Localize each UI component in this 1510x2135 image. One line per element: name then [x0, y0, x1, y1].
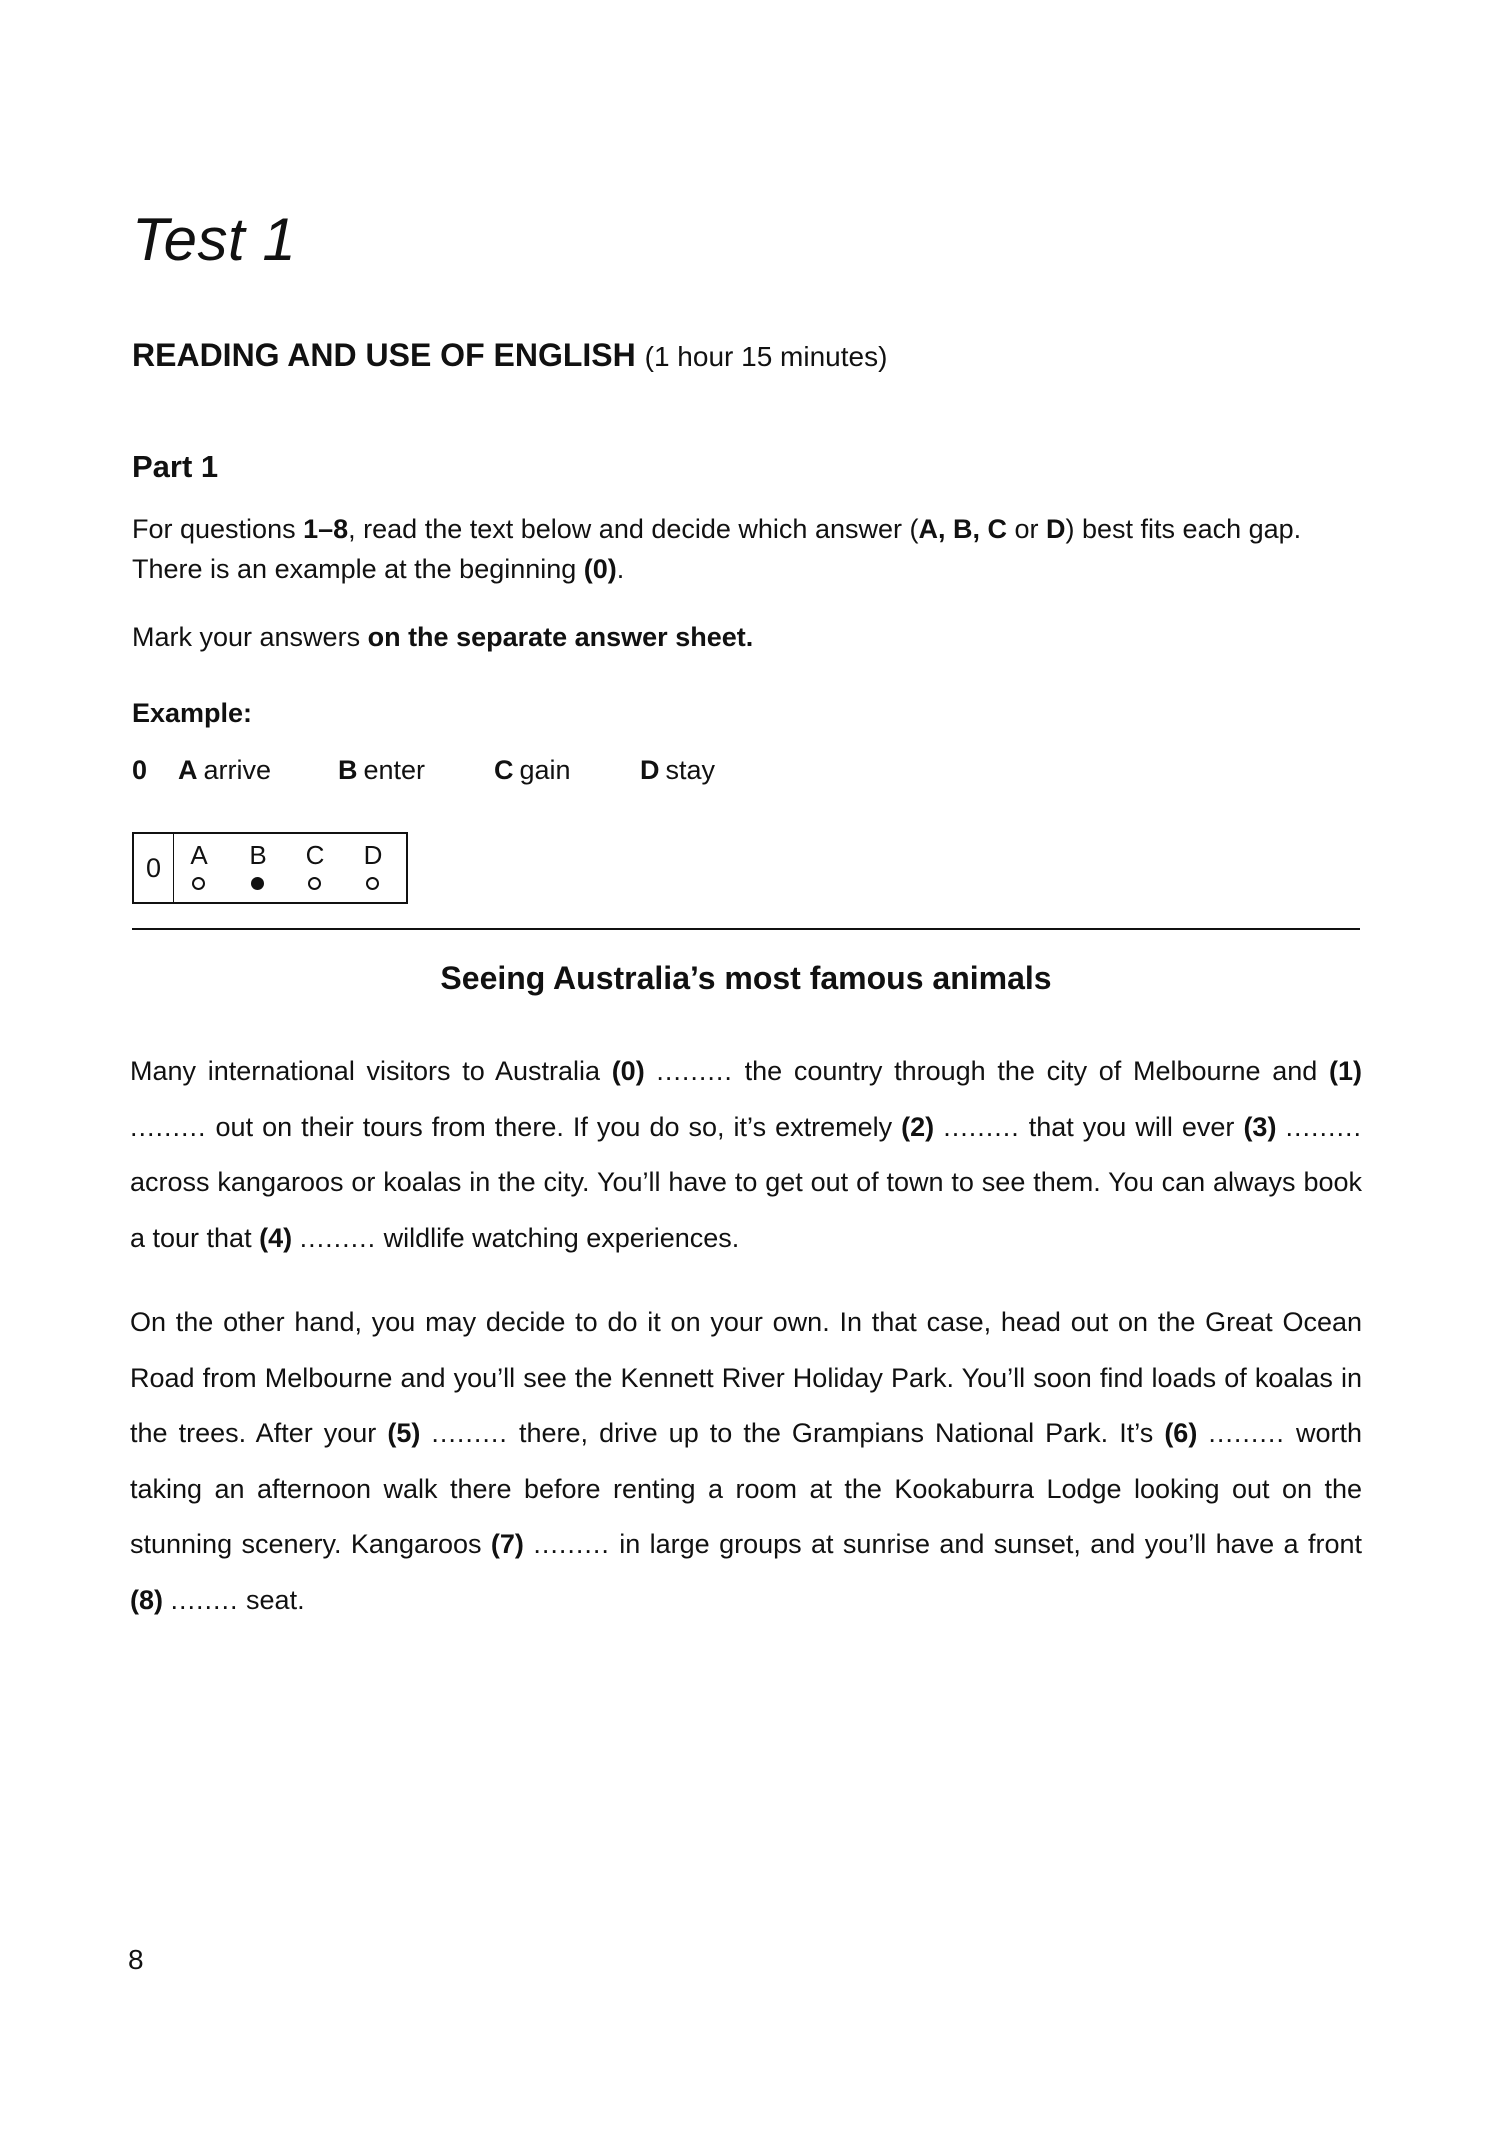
gap-dots: ......... [130, 1111, 207, 1142]
gap-dots: ......... [431, 1418, 508, 1448]
gap-number: (5) [387, 1418, 421, 1448]
text-title: Seeing Australia’s most famous animals [440, 960, 1052, 996]
gap-dots: ......... [943, 1111, 1020, 1142]
option-text: enter [363, 755, 426, 785]
gap-dots: ........ [170, 1584, 239, 1615]
example-number: 0 [132, 755, 148, 785]
option-letter: D [640, 755, 660, 785]
option-letter: A [178, 755, 198, 785]
text-segment: Many international visitors to Australia [130, 1056, 612, 1086]
text-segment: On the other hand, you may decide to do it on your own. In that case, head out on the Great Ocean Road from Melbourne and you’ll see the Kennett River Holiday Park. You’ll soon find loads of koalas in the trees. After your [130, 1307, 1362, 1448]
answer-box-letter-b: B [249, 840, 267, 870]
test-title: Test 1 [132, 206, 297, 273]
answer-box-number: 0 [134, 834, 174, 902]
answer-box-letter-d: D [363, 840, 383, 870]
gap-number: (6) [1164, 1418, 1198, 1448]
answer-box-letter-c: C [305, 840, 325, 870]
section-title: READING AND USE OF ENGLISH [132, 337, 636, 373]
example-option-a [178, 755, 271, 786]
divider-rule [132, 928, 1360, 930]
gap-dots: ......... [533, 1529, 610, 1559]
answer-bubble-a [192, 877, 205, 890]
instruction-text: ) best fits each gap. [1065, 514, 1302, 544]
instruction-text: . [616, 554, 625, 584]
instruction-text: For questions [132, 514, 304, 544]
gap-number: (3) [1243, 1111, 1277, 1142]
mark-text-bold: on the separate answer sheet. [367, 622, 754, 652]
text-segment: that you will ever [1019, 1111, 1244, 1142]
answer-bubble-c [308, 877, 321, 890]
example-option-b [338, 755, 425, 786]
instruction-text: There is an example at the beginning [132, 554, 584, 584]
gap-number: (2) [901, 1111, 935, 1142]
text-segment: there, drive up to the Grampians National Park. It’s [507, 1418, 1165, 1448]
example-label: Example: [132, 698, 253, 728]
instruction-text: , read the text below and decide which answer ( [348, 514, 919, 544]
gap-dots: ......... [656, 1056, 733, 1086]
instruction-text: or [1007, 514, 1047, 544]
gap-number: (7) [490, 1529, 524, 1559]
text-segment: seat. [238, 1584, 305, 1615]
part-title: Part 1 [132, 449, 219, 484]
text-segment: worth taking an afternoon walk there before renting a room at the Kookaburra Lodge looking out on the stunning scenery. Kangaroos [130, 1418, 1362, 1559]
option-letter: B [338, 755, 358, 785]
paragraph-2 [130, 1295, 1362, 1628]
section-duration: (1 hour 15 minutes) [644, 341, 888, 372]
answer-bubble-b [251, 877, 264, 890]
gap-number: (0) [611, 1056, 645, 1086]
answer-choice-d: D [1046, 514, 1066, 544]
mark-instruction [132, 622, 753, 653]
gap-dots: ......... [299, 1222, 377, 1253]
example-answer-box [132, 832, 408, 904]
mark-text: Mark your answers [132, 622, 368, 652]
option-text: stay [665, 755, 716, 785]
gap-number: (1) [1329, 1056, 1362, 1086]
example-option-d [640, 755, 715, 786]
text-segment: across kangaroos or koalas in the city. You’ll have to get out of town to see them. You can always book a tour that [130, 1167, 1362, 1253]
answer-bubble-d [366, 877, 379, 890]
gap-number: (4) [259, 1222, 293, 1253]
text-segment: wildlife watching experiences. [376, 1222, 740, 1253]
option-text: gain [519, 755, 571, 785]
section-heading [132, 337, 887, 374]
answer-box-letter-a: A [190, 840, 208, 870]
answer-choices: A, B, C [918, 514, 1007, 544]
text-segment: out on their tours from there. If you do so, it’s extremely [206, 1111, 902, 1142]
gap-dots: ......... [1208, 1418, 1285, 1448]
example-option-c [494, 755, 571, 786]
option-text: arrive [203, 755, 272, 785]
text-segment: the country through the city of Melbourne and [732, 1056, 1329, 1086]
text-segment: in large groups at sunrise and sunset, and you’ll have a front [609, 1529, 1362, 1559]
gap-number: (8) [130, 1584, 163, 1615]
instructions [132, 509, 1377, 589]
example-ref: (0) [583, 554, 617, 584]
option-letter: C [494, 755, 514, 785]
question-range: 1–8 [303, 514, 349, 544]
page-number: 8 [128, 1944, 144, 1975]
paragraph-1 [130, 1044, 1362, 1266]
gap-dots: ......... [1285, 1111, 1362, 1142]
